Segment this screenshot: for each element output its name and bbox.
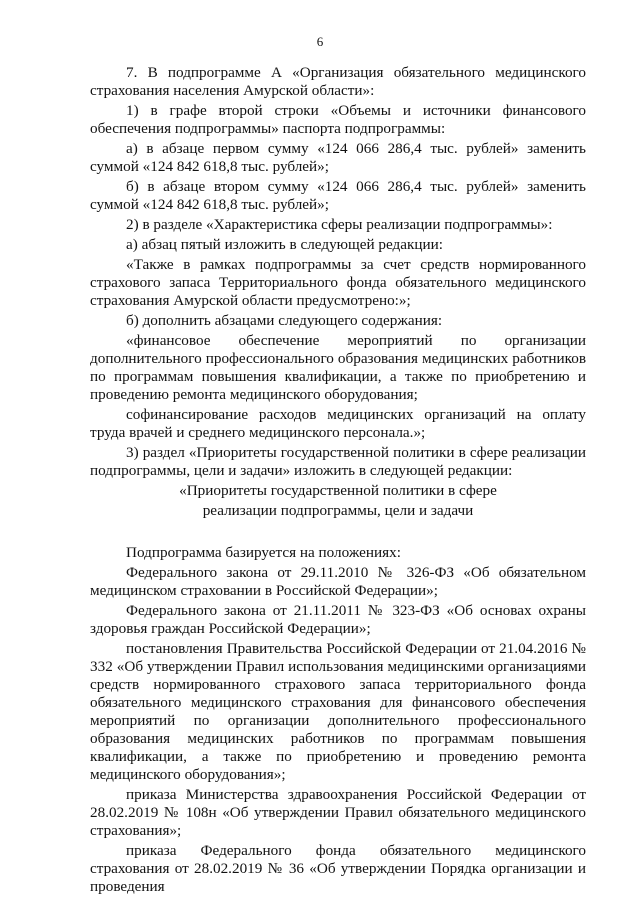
section-heading-line-1: «Приоритеты государственной политики в сфере <box>179 482 497 499</box>
paragraph: а) в абзаце первом сумму «124 066 286,4 тыс. рублей» заменить суммой «124 842 618,8 тыс. рублей»; <box>90 140 586 175</box>
document-body <box>90 64 586 898</box>
paragraph: «Также в рамках подпрограммы за счет средств нормированного страхового запаса Территориального фонда обязательного медицинского страхования Амурской области предусмотрено:»; <box>90 256 586 309</box>
paragraph: 2) в разделе «Характеристика сферы реализации подпрограммы»: <box>126 216 553 233</box>
paragraph: приказа Министерства здравоохранения Российской Федерации от 28.02.2019 № 108н «Об утверждении Правил обязательного медицинского страхования»; <box>90 786 586 839</box>
paragraph: б) в абзаце втором сумму «124 066 286,4 тыс. рублей» заменить суммой «124 842 618,8 тыс. рублей»; <box>90 178 586 213</box>
paragraph: Федерального закона от 21.11.2011 № 323-ФЗ «Об основах охраны здоровья граждан Российской Федерации»; <box>90 602 586 637</box>
paragraph: а) абзац пятый изложить в следующей редакции: <box>126 236 443 253</box>
paragraph: б) дополнить абзацами следующего содержания: <box>126 312 443 329</box>
paragraph: 3) раздел «Приоритеты государственной политики в сфере реализации подпрограммы, цели и задачи» изложить в следующей редакции: <box>90 444 586 479</box>
page-number: 6 <box>316 34 324 49</box>
paragraph: 7. В подпрограмме А «Организация обязательного медицинского страхования населения Амурской области»: <box>90 64 586 99</box>
paragraph: приказа Федерального фонда обязательного медицинского страхования от 28.02.2019 № 36 «Об утверждении Порядка организации и проведения <box>90 842 586 895</box>
section-heading-line-2: реализации подпрограммы, цели и задачи <box>202 502 474 519</box>
paragraph: «финансовое обеспечение мероприятий по организации дополнительного профессионального образования медицинских работников по программам повышения квалификации, а также по приобретению и проведению ремонта медицинского оборудования; <box>90 332 586 403</box>
paragraph: 1) в графе второй строки «Объемы и источники финансового обеспечения подпрограммы» паспорта подпрограммы: <box>90 102 586 137</box>
paragraph: постановления Правительства Российской Федерации от 21.04.2016 № 332 «Об утверждении Правил использования медицинскими организациями средств нормированного страхового запаса территориального фонда обязательного медицинского страхования для финансового обеспечения мероприятий по организации дополнительного профессионального образования медицинских работников по программам повышения квалификации, а также по приобретению и проведению ремонта медицинского оборудования»; <box>90 640 586 783</box>
paragraph: Федерального закона от 29.11.2010 № 326-ФЗ «Об обязательном медицинском страховании в Российской Федерации»; <box>90 564 586 599</box>
paragraph: софинансирование расходов медицинских организаций на оплату труда врачей и среднего медицинского персонала.»; <box>90 406 586 441</box>
paragraph: Подпрограмма базируется на положениях: <box>126 544 401 561</box>
